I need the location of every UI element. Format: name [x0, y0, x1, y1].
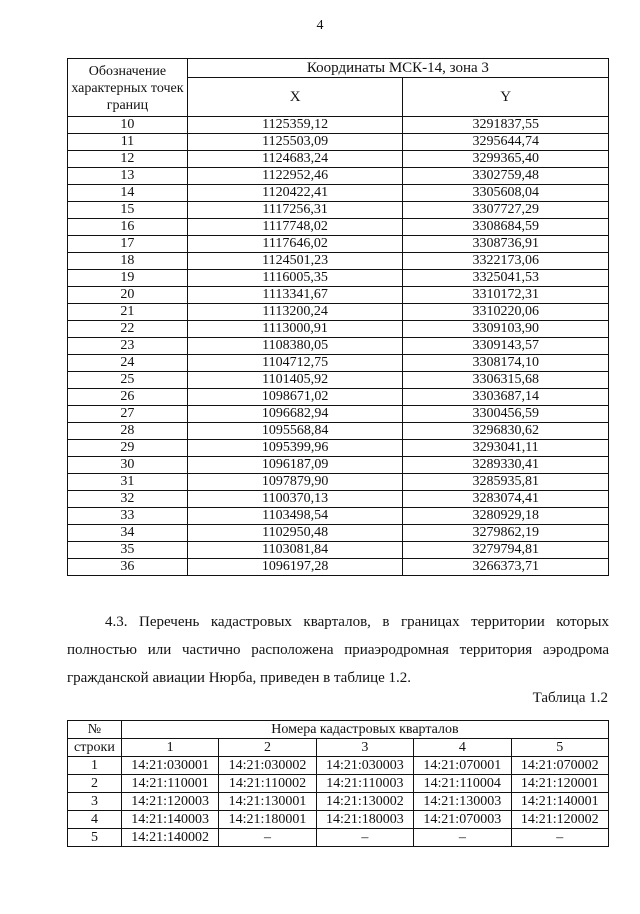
point-number-cell: 28	[68, 423, 188, 440]
table-row	[68, 811, 609, 829]
y-coordinate-cell: 3266373,71	[403, 559, 609, 576]
cadastral-number-cell: 14:21:030001	[121, 757, 218, 775]
table-row	[68, 525, 609, 542]
table-row	[68, 440, 609, 457]
point-number-cell: 36	[68, 559, 188, 576]
cadastral-number-cell: 14:21:120002	[511, 811, 608, 829]
table-row	[68, 270, 609, 287]
y-coordinate-cell: 3310220,06	[403, 304, 609, 321]
y-coordinate-cell: 3300456,59	[403, 406, 609, 423]
table-row	[68, 757, 609, 775]
point-number-cell: 35	[68, 542, 188, 559]
y-coordinate-cell: 3310172,31	[403, 287, 609, 304]
point-number-cell: 11	[68, 134, 188, 151]
y-coordinate-cell: 3308736,91	[403, 236, 609, 253]
cadastral-quarters-table	[67, 720, 609, 847]
table-row	[68, 202, 609, 219]
table-row	[68, 372, 609, 389]
row-number-cell: 4	[68, 811, 122, 829]
x-coordinate-cell: 1117646,02	[187, 236, 403, 253]
point-number-cell: 21	[68, 304, 188, 321]
table-row	[68, 389, 609, 406]
cadastral-number-cell: –	[316, 829, 413, 847]
table-row	[68, 406, 609, 423]
table-row	[68, 338, 609, 355]
cadastral-table-body	[68, 757, 609, 847]
point-number-cell: 20	[68, 287, 188, 304]
y-coordinate-cell: 3302759,48	[403, 168, 609, 185]
cadastral-number-cell: 14:21:130001	[219, 793, 316, 811]
header-row-number-symbol: №	[68, 721, 122, 739]
table-row	[68, 491, 609, 508]
point-number-cell: 18	[68, 253, 188, 270]
row-number-cell: 3	[68, 793, 122, 811]
table-row	[68, 423, 609, 440]
y-coordinate-cell: 3322173,06	[403, 253, 609, 270]
point-number-cell: 14	[68, 185, 188, 202]
point-number-cell: 22	[68, 321, 188, 338]
y-coordinate-cell: 3305608,04	[403, 185, 609, 202]
y-coordinate-cell: 3283074,41	[403, 491, 609, 508]
y-coordinate-cell: 3285935,81	[403, 474, 609, 491]
x-coordinate-cell: 1095568,84	[187, 423, 403, 440]
cadastral-number-cell: 14:21:070003	[414, 811, 511, 829]
column-number-cell: 5	[511, 739, 608, 757]
table-row	[68, 474, 609, 491]
y-coordinate-cell: 3303687,14	[403, 389, 609, 406]
point-number-cell: 23	[68, 338, 188, 355]
table-caption: Таблица 1.2	[532, 690, 608, 706]
point-number-cell: 16	[68, 219, 188, 236]
cadastral-number-cell: 14:21:030003	[316, 757, 413, 775]
cadastral-number-cell: 14:21:110004	[414, 775, 511, 793]
x-coordinate-cell: 1116005,35	[187, 270, 403, 287]
y-coordinate-cell: 3306315,68	[403, 372, 609, 389]
x-coordinate-cell: 1117256,31	[187, 202, 403, 219]
cadastral-number-cell: 14:21:180001	[219, 811, 316, 829]
cadastral-number-cell: 14:21:180003	[316, 811, 413, 829]
point-number-cell: 19	[68, 270, 188, 287]
y-coordinate-cell: 3296830,62	[403, 423, 609, 440]
header-x: X	[187, 78, 403, 117]
paragraph-line-2: полностью или частично расположена приаэродромная территория аэродрома	[67, 642, 609, 658]
y-coordinate-cell: 3280929,18	[403, 508, 609, 525]
x-coordinate-cell: 1103081,84	[187, 542, 403, 559]
table-row	[68, 793, 609, 811]
y-coordinate-cell: 3289330,41	[403, 457, 609, 474]
y-coordinate-cell: 3309103,90	[403, 321, 609, 338]
table-row	[68, 134, 609, 151]
y-coordinate-cell: 3325041,53	[403, 270, 609, 287]
row-number-cell: 1	[68, 757, 122, 775]
x-coordinate-cell: 1103498,54	[187, 508, 403, 525]
point-number-cell: 24	[68, 355, 188, 372]
x-coordinate-cell: 1113341,67	[187, 287, 403, 304]
column-number-cell: 1	[121, 739, 218, 757]
y-coordinate-cell: 3299365,40	[403, 151, 609, 168]
cadastral-number-cell: 14:21:110001	[121, 775, 218, 793]
table-row	[68, 168, 609, 185]
x-coordinate-cell: 1113000,91	[187, 321, 403, 338]
x-coordinate-cell: 1096197,28	[187, 559, 403, 576]
cadastral-number-cell: 14:21:120003	[121, 793, 218, 811]
column-number-cell: 2	[219, 739, 316, 757]
x-coordinate-cell: 1120422,41	[187, 185, 403, 202]
x-coordinate-cell: 1117748,02	[187, 219, 403, 236]
x-coordinate-cell: 1095399,96	[187, 440, 403, 457]
point-number-cell: 31	[68, 474, 188, 491]
header-coordinates: Координаты МСК-14, зона 3	[187, 59, 608, 78]
y-coordinate-cell: 3308174,10	[403, 355, 609, 372]
x-coordinate-cell: 1097879,90	[187, 474, 403, 491]
x-coordinate-cell: 1104712,75	[187, 355, 403, 372]
x-coordinate-cell: 1125503,09	[187, 134, 403, 151]
cadastral-number-cell: 14:21:110003	[316, 775, 413, 793]
point-number-cell: 15	[68, 202, 188, 219]
point-number-cell: 33	[68, 508, 188, 525]
column-number-cell: 3	[316, 739, 413, 757]
header-y: Y	[403, 78, 609, 117]
table-row	[68, 236, 609, 253]
column-number-cell: 4	[414, 739, 511, 757]
x-coordinate-cell: 1122952,46	[187, 168, 403, 185]
table-row	[68, 355, 609, 372]
cadastral-number-cell: –	[414, 829, 511, 847]
y-coordinate-cell: 3307727,29	[403, 202, 609, 219]
point-number-cell: 32	[68, 491, 188, 508]
x-coordinate-cell: 1098671,02	[187, 389, 403, 406]
page-number: 4	[316, 18, 324, 33]
cadastral-number-cell: 14:21:120001	[511, 775, 608, 793]
point-number-cell: 27	[68, 406, 188, 423]
x-coordinate-cell: 1108380,05	[187, 338, 403, 355]
y-coordinate-cell: 3293041,11	[403, 440, 609, 457]
point-number-cell: 26	[68, 389, 188, 406]
y-coordinate-cell: 3291837,55	[403, 117, 609, 134]
cadastral-number-cell: 14:21:130003	[414, 793, 511, 811]
x-coordinate-cell: 1100370,13	[187, 491, 403, 508]
table-row	[68, 559, 609, 576]
x-coordinate-cell: 1124501,23	[187, 253, 403, 270]
x-coordinate-cell: 1096682,94	[187, 406, 403, 423]
x-coordinate-cell: 1102950,48	[187, 525, 403, 542]
table-row	[68, 457, 609, 474]
table-row	[68, 253, 609, 270]
cadastral-number-cell: 14:21:070001	[414, 757, 511, 775]
cadastral-number-cell: 14:21:140001	[511, 793, 608, 811]
cadastral-number-cell: 14:21:070002	[511, 757, 608, 775]
table-row	[68, 185, 609, 202]
cadastral-number-cell: 14:21:030002	[219, 757, 316, 775]
cadastral-number-cell: 14:21:140002	[121, 829, 218, 847]
table-row	[68, 321, 609, 338]
x-coordinate-cell: 1096187,09	[187, 457, 403, 474]
table-row	[68, 542, 609, 559]
point-number-cell: 10	[68, 117, 188, 134]
cadastral-number-cell: 14:21:140003	[121, 811, 218, 829]
header-cadastral-quarters: Номера кадастровых кварталов	[121, 721, 608, 739]
y-coordinate-cell: 3309143,57	[403, 338, 609, 355]
point-number-cell: 12	[68, 151, 188, 168]
point-number-cell: 29	[68, 440, 188, 457]
cadastral-number-cell: –	[511, 829, 608, 847]
cadastral-number-cell: –	[219, 829, 316, 847]
paragraph-line-1: 4.3. Перечень кадастровых кварталов, в границах территории которых	[105, 614, 609, 630]
y-coordinate-cell: 3308684,59	[403, 219, 609, 236]
point-number-cell: 13	[68, 168, 188, 185]
table-row	[68, 117, 609, 134]
x-coordinate-cell: 1125359,12	[187, 117, 403, 134]
table-row	[68, 304, 609, 321]
point-number-cell: 34	[68, 525, 188, 542]
cadastral-number-cell: 14:21:110002	[219, 775, 316, 793]
cadastral-number-cell: 14:21:130002	[316, 793, 413, 811]
header-point-designation: Обозначение характерных точек границ	[68, 59, 188, 117]
x-coordinate-cell: 1124683,24	[187, 151, 403, 168]
table-row	[68, 775, 609, 793]
x-coordinate-cell: 1113200,24	[187, 304, 403, 321]
y-coordinate-cell: 3279794,81	[403, 542, 609, 559]
table-row	[68, 287, 609, 304]
coordinates-table	[67, 58, 609, 576]
point-number-cell: 25	[68, 372, 188, 389]
table-row	[68, 151, 609, 168]
row-number-cell: 5	[68, 829, 122, 847]
table-row	[68, 829, 609, 847]
paragraph-line-3: гражданской авиации Нюрба, приведен в таблице 1.2.	[67, 670, 412, 686]
header-row-label: строки	[68, 739, 122, 757]
point-number-cell: 17	[68, 236, 188, 253]
table-row	[68, 508, 609, 525]
x-coordinate-cell: 1101405,92	[187, 372, 403, 389]
y-coordinate-cell: 3295644,74	[403, 134, 609, 151]
coordinates-table-body	[68, 117, 609, 576]
y-coordinate-cell: 3279862,19	[403, 525, 609, 542]
row-number-cell: 2	[68, 775, 122, 793]
table-row	[68, 219, 609, 236]
point-number-cell: 30	[68, 457, 188, 474]
